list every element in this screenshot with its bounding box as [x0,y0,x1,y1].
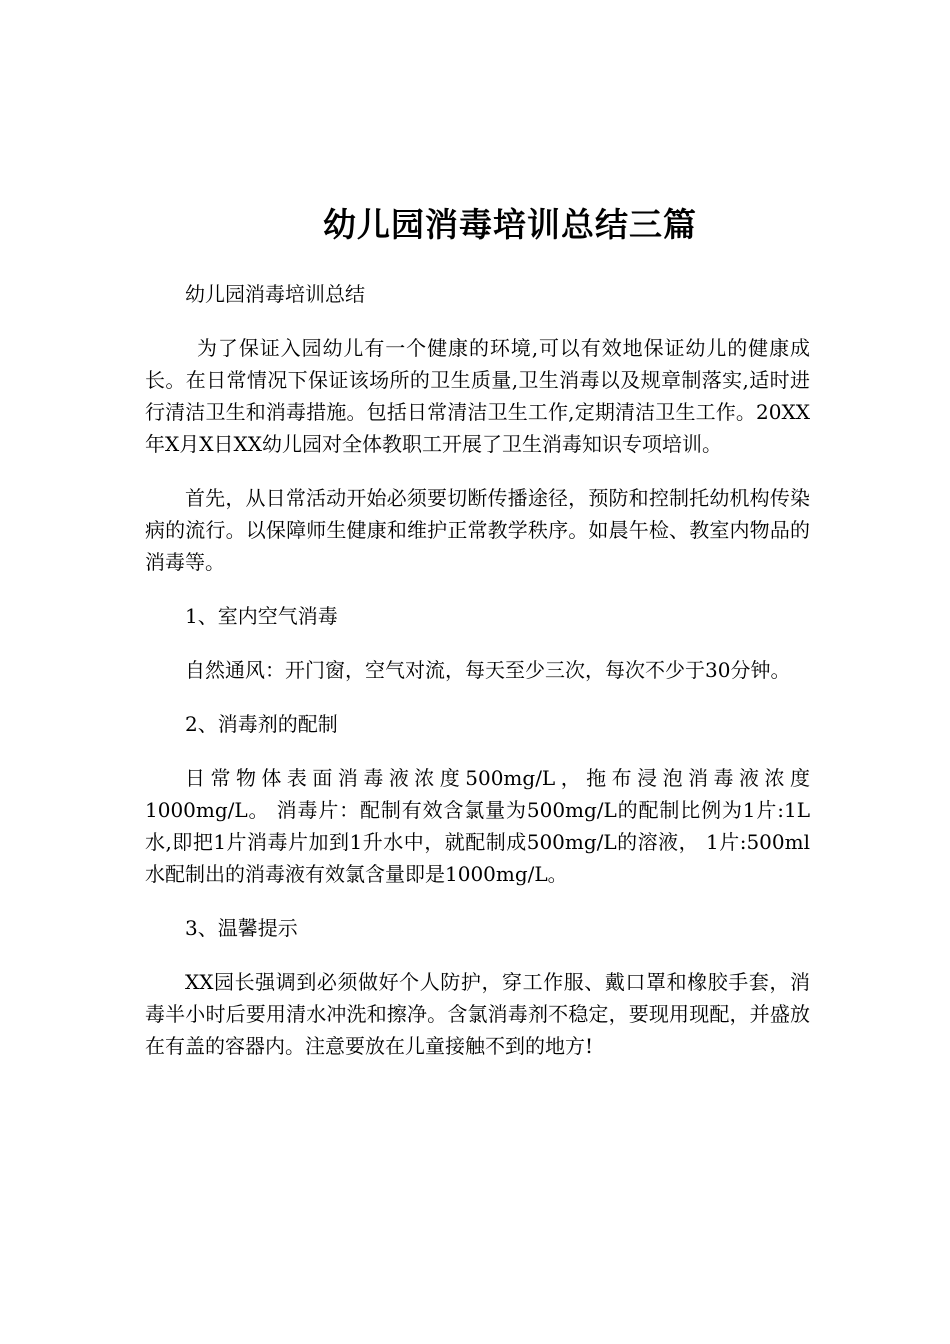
section-heading-disinfectant-preparation: 2、消毒剂的配制 [185,712,338,736]
disinfectant-concentration-paragraph: 日常物体表面消毒液浓度500mg/L，拖布浸泡消毒液浓度1000mg/L。 消毒片：配制有效含氯量为500mg/L的配制比例为1片:1L水,即把1片消毒片加到1升水中，就配制成500mg/L的溶液， 1片:500ml水配制出的消毒液有效氯含量即是1000mg/L。 [145,766,810,886]
natural-ventilation-paragraph: 自然通风：开门窗，空气对流，每天至少三次，每次不少于30分钟。 [185,658,791,682]
section-heading-reminder: 3、温馨提示 [185,916,298,940]
document-title: 幼儿园消毒培训总结三篇 [323,205,697,244]
section-heading-air-disinfection: 1、室内空气消毒 [185,604,338,628]
subtitle-paragraph: 幼儿园消毒培训总结 [185,282,365,306]
first-step-paragraph: 首先，从日常活动开始必须要切断传播途径，预防和控制托幼机构传染病的流行。以保障师生健康和维护正常教学秩序。如晨午检、教室内物品的消毒等。 [145,486,810,574]
reminder-paragraph: XX园长强调到必须做好个人防护，穿工作服、戴口罩和橡胶手套，消毒半小时后要用清水冲洗和擦净。含氯消毒剂不稳定，要现用现配，并盛放在有盖的容器内。注意要放在儿童接触不到的地方! [145,970,810,1058]
document-body [145,278,810,1084]
intro-paragraph: 为了保证入园幼儿有一个健康的环境,可以有效地保证幼儿的健康成长。在日常情况下保证该场所的卫生质量,卫生消毒以及规章制落实,适时进行清洁卫生和消毒措施。包括日常清洁卫生工作,定期清洁卫生工作。20XX年X月X日XX幼儿园对全体教职工开展了卫生消毒知识专项培训。 [145,336,810,456]
